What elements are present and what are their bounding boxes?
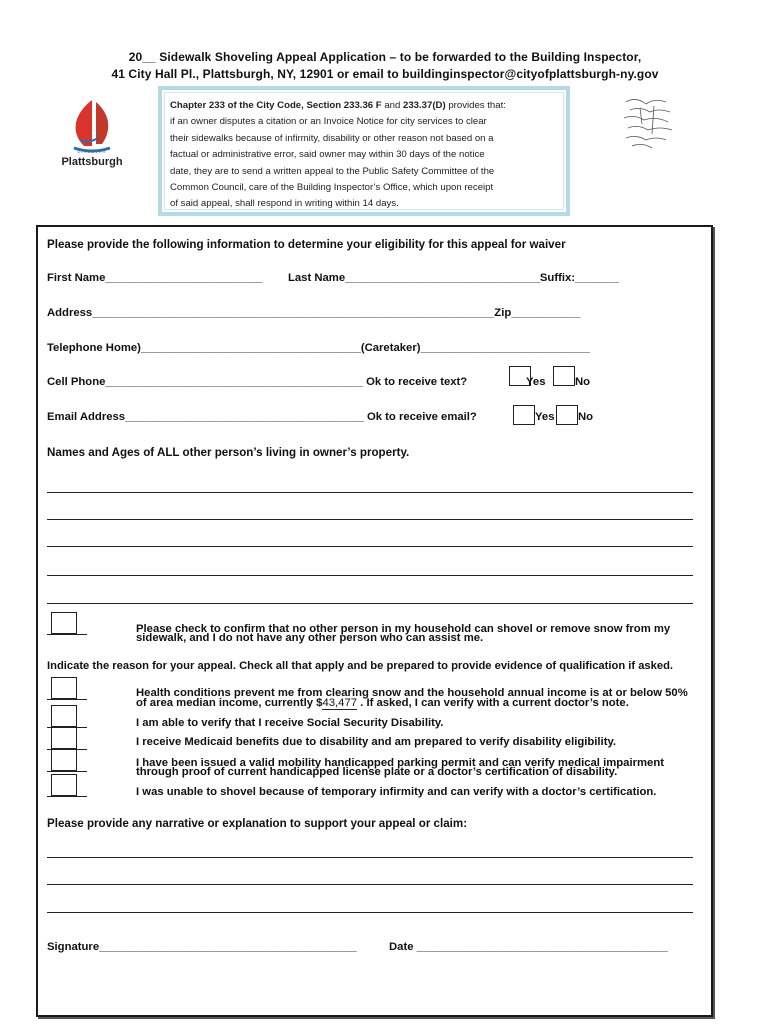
reason-health-checkbox[interactable] bbox=[51, 677, 77, 699]
plattsburgh-logo bbox=[44, 96, 140, 176]
reason-intro: Indicate the reason for your appeal. Check all that apply and be prepared to provide evidence of qualification if asked. bbox=[47, 660, 674, 672]
confirm-checkbox[interactable] bbox=[51, 612, 77, 634]
telephone-field[interactable]: Telephone Home)___________________________________(Caretaker)___________________________ bbox=[47, 342, 591, 354]
address-field[interactable]: Address________________________________________________________________Zip___________ bbox=[47, 307, 581, 319]
email-no-checkbox[interactable] bbox=[556, 405, 578, 425]
chapter-ref: 233.37(D) bbox=[403, 100, 446, 111]
email-yes-label: Yes bbox=[535, 411, 555, 423]
reason-ssd-checkbox[interactable] bbox=[51, 705, 77, 727]
sail-icon bbox=[44, 96, 140, 156]
persons-line[interactable] bbox=[47, 575, 693, 576]
reason-medicaid-text: I receive Medicaid benefits due to disability and am prepared to verify disability eligibility. bbox=[136, 736, 617, 748]
form-intro: Please provide the following information to determine your eligibility for this appeal for waiver bbox=[47, 238, 566, 251]
narrative-line[interactable] bbox=[47, 857, 693, 858]
city-seal-icon bbox=[620, 94, 676, 154]
logo-tagline: DISCOVER bbox=[77, 149, 107, 154]
logo-name: Plattsburgh bbox=[61, 156, 123, 168]
text-no-label: No bbox=[575, 376, 591, 388]
text-yes-label: Yes bbox=[526, 376, 546, 388]
chapter-lead: Chapter 233 of the City Code, Section 233.36 F bbox=[170, 100, 382, 111]
reason-permit-line-2: through proof of current handicapped license plate or a doctor’s certification of disability. bbox=[136, 766, 618, 778]
chapter-line: of said appeal, shall respond in writing within 14 days. bbox=[170, 198, 399, 210]
email-no-label: No bbox=[578, 411, 594, 423]
persons-line[interactable] bbox=[47, 603, 693, 604]
chapter-line: factual or administrative error, said owner may within 30 days of the notice bbox=[170, 149, 485, 161]
narrative-label: Please provide any narrative or explanation to support your appeal or claim: bbox=[47, 817, 468, 830]
chapter-line: if an owner disputes a citation or an Invoice Notice for city services to clear bbox=[170, 116, 487, 128]
form-title-line-2: 41 City Hall Pl., Plattsburgh, NY, 12901 or email to buildinginspector@cityofplattsburgh-ny.gov bbox=[111, 67, 659, 81]
reason-temporary-checkbox[interactable] bbox=[51, 774, 77, 796]
confirm-text-line-2: sidewalk, and I do not have any other person who can assist me. bbox=[136, 632, 484, 644]
email-field[interactable]: Email Address______________________________________ Ok to receive email? bbox=[47, 411, 477, 423]
first-name-field[interactable]: First Name_________________________ bbox=[47, 272, 263, 284]
email-yes-checkbox[interactable] bbox=[513, 405, 535, 425]
signature-field[interactable]: Signature_________________________________________ bbox=[47, 941, 357, 953]
confirm-text-line-1: Please check to confirm that no other person in my household can shovel or remove snow from my bbox=[136, 623, 671, 635]
chapter-notice-box bbox=[158, 86, 570, 216]
reason-permit-checkbox[interactable] bbox=[51, 749, 77, 771]
reason-permit-line-1: I have been issued a valid mobility handicapped parking permit and can verify medical impairment bbox=[136, 757, 664, 769]
persons-label: Names and Ages of ALL other person’s living in owner’s property. bbox=[47, 446, 410, 459]
text-no-checkbox[interactable] bbox=[553, 366, 575, 386]
chapter-line: Common Council, care of the Building Inspector’s Office, which upon receipt bbox=[170, 182, 494, 194]
narrative-line[interactable] bbox=[47, 884, 693, 885]
persons-line[interactable] bbox=[47, 546, 693, 547]
narrative-line[interactable] bbox=[47, 912, 693, 913]
reason-temporary-text: I was unable to shovel because of temporary infirmity and can verify with a doctor’s certification. bbox=[136, 786, 657, 798]
last-name-field[interactable]: Last Name_______________________________Suffix:_______ bbox=[288, 272, 620, 284]
reason-medicaid-checkbox[interactable] bbox=[51, 727, 77, 749]
date-field[interactable]: Date ________________________________________ bbox=[389, 941, 668, 953]
cell-phone-field[interactable]: Cell Phone_________________________________________ Ok to receive text? bbox=[47, 376, 468, 388]
persons-line[interactable] bbox=[47, 492, 693, 493]
reason-health-line-1: Health conditions prevent me from clearing snow and the household annual income is at or below 50% bbox=[136, 687, 688, 699]
chapter-line: their sidewalks because of infirmity, disability or other reason not based on a bbox=[170, 132, 494, 144]
reason-health-line-2: of area median income, currently $43,477 . If asked, I can verify with a current doctor’s note. bbox=[136, 697, 629, 709]
form-title-line-1: 20__ Sidewalk Shoveling Appeal Application – to be forwarded to the Building Inspector, bbox=[128, 50, 642, 64]
persons-line[interactable] bbox=[47, 519, 693, 520]
chapter-notice-text: Chapter 233 of the City Code, Section 233.36 F and 233.37(D) provides that: if an owner disputes a citation or an Invoice Notice for city services to clear their sidewalks because of infirmity, disability or other reason not based on a factual or administrative error, said owner may within 30 days of the notice date, they are to send a written appeal to the Public Safety Committee of the Common Council, care of the Building Inspector’s Office, which upon receipt of said appeal, shall respond in writing within 14 days. bbox=[170, 98, 566, 213]
median-income-value: 43,477 bbox=[322, 697, 358, 709]
reason-ssd-text: I am able to verify that I receive Social Security Disability. bbox=[136, 717, 444, 729]
chapter-line: date, they are to send a written appeal to the Public Safety Committee of the bbox=[170, 165, 495, 177]
